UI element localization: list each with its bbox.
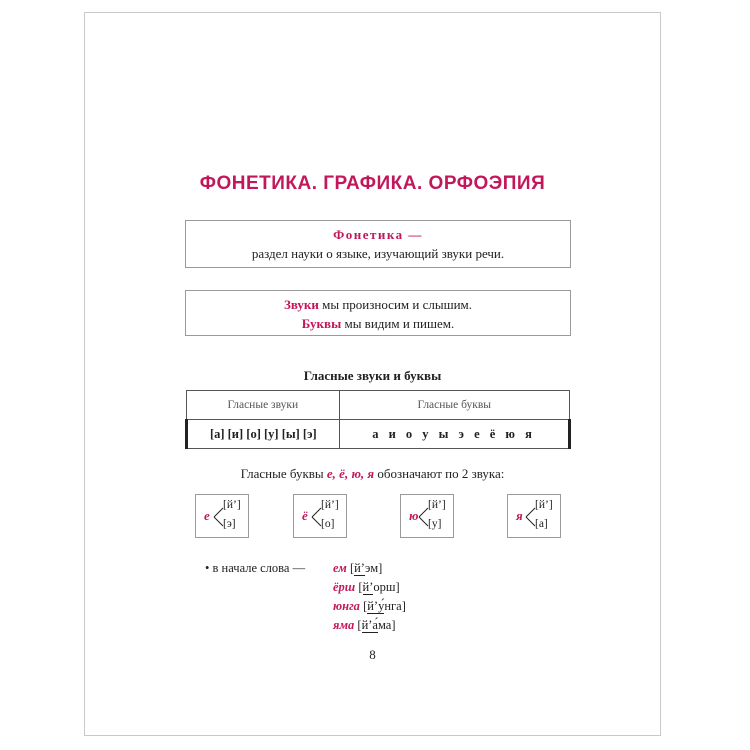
- bullet-text: в начале слова —: [212, 561, 306, 575]
- sounds-letters-box: [185, 290, 571, 336]
- example-item: юнга [й’у́нга]: [333, 599, 406, 613]
- example-transcription: й’а́: [361, 618, 378, 632]
- vowel-letter: ё: [302, 508, 308, 523]
- rule-suffix: обозначают по 2 звука:: [374, 466, 505, 481]
- example-word: яма: [333, 618, 355, 632]
- header-vowel-letters: Гласные буквы: [339, 391, 569, 420]
- bullet-line: [205, 561, 305, 576]
- vowel-box-yu: [400, 494, 454, 538]
- definition-box: [185, 220, 571, 268]
- sound-bottom: [а]: [535, 518, 548, 530]
- table-caption: Гласные звуки и буквы: [303, 368, 442, 383]
- sound-bottom: [э]: [223, 518, 236, 530]
- page-title: ФОНЕТИКА. ГРАФИКА. ОРФОЭПИЯ: [199, 173, 546, 194]
- sound-top: [й’]: [223, 499, 241, 511]
- vowel-box-ya: [507, 494, 561, 538]
- vowel-letter: ю: [409, 508, 419, 523]
- vowel-letter: я: [516, 508, 523, 523]
- example-word: ёрш: [333, 580, 356, 594]
- definition-text: раздел науки о языке, изучающий звуки речи.: [251, 246, 505, 261]
- bullet-icon: •: [205, 561, 210, 575]
- rule-prefix: Гласные буквы: [240, 466, 327, 481]
- header-vowel-sounds: Гласные звуки: [187, 391, 340, 420]
- page-number: 8: [369, 647, 376, 662]
- rule-letters: е, ё, ю, я: [326, 466, 375, 481]
- rule-text: [85, 466, 660, 482]
- example-word: ем: [333, 561, 347, 575]
- cell-vowel-letters: а и о у ы э е ё ю я: [339, 420, 569, 449]
- sound-top: [й’]: [321, 499, 339, 511]
- sounds-term: Звуки: [283, 297, 319, 312]
- example-item: ёрш [й’орш]: [333, 580, 400, 594]
- example-transcription: й’у́: [367, 599, 385, 613]
- book-page: [84, 12, 661, 736]
- example-item: яма [й’а́ма]: [333, 618, 396, 632]
- table-header-row: [187, 391, 570, 420]
- vowel-box-yo: [293, 494, 347, 538]
- sound-bottom: [о]: [321, 518, 335, 530]
- example-transcription: й’: [362, 580, 374, 594]
- vowel-letter: е: [204, 508, 210, 523]
- sounds-text: мы произносим и слышим.: [318, 297, 473, 312]
- sound-bottom: [у]: [428, 518, 442, 530]
- vowels-table: [185, 390, 571, 449]
- cell-vowel-sounds: [а] [и] [о] [у] [ы] [э]: [187, 420, 340, 449]
- letters-text: мы видим и пишем.: [341, 316, 455, 331]
- example-word: юнга: [333, 599, 360, 613]
- sound-top: [й’]: [535, 499, 553, 511]
- letters-term: Буквы: [301, 316, 342, 331]
- vowel-box-e: [195, 494, 249, 538]
- sound-top: [й’]: [428, 499, 446, 511]
- example-transcription: й’: [354, 561, 365, 575]
- definition-term: Фонетика —: [333, 227, 423, 242]
- example-item: ем [й’эм]: [333, 561, 383, 575]
- table-row: [187, 420, 570, 449]
